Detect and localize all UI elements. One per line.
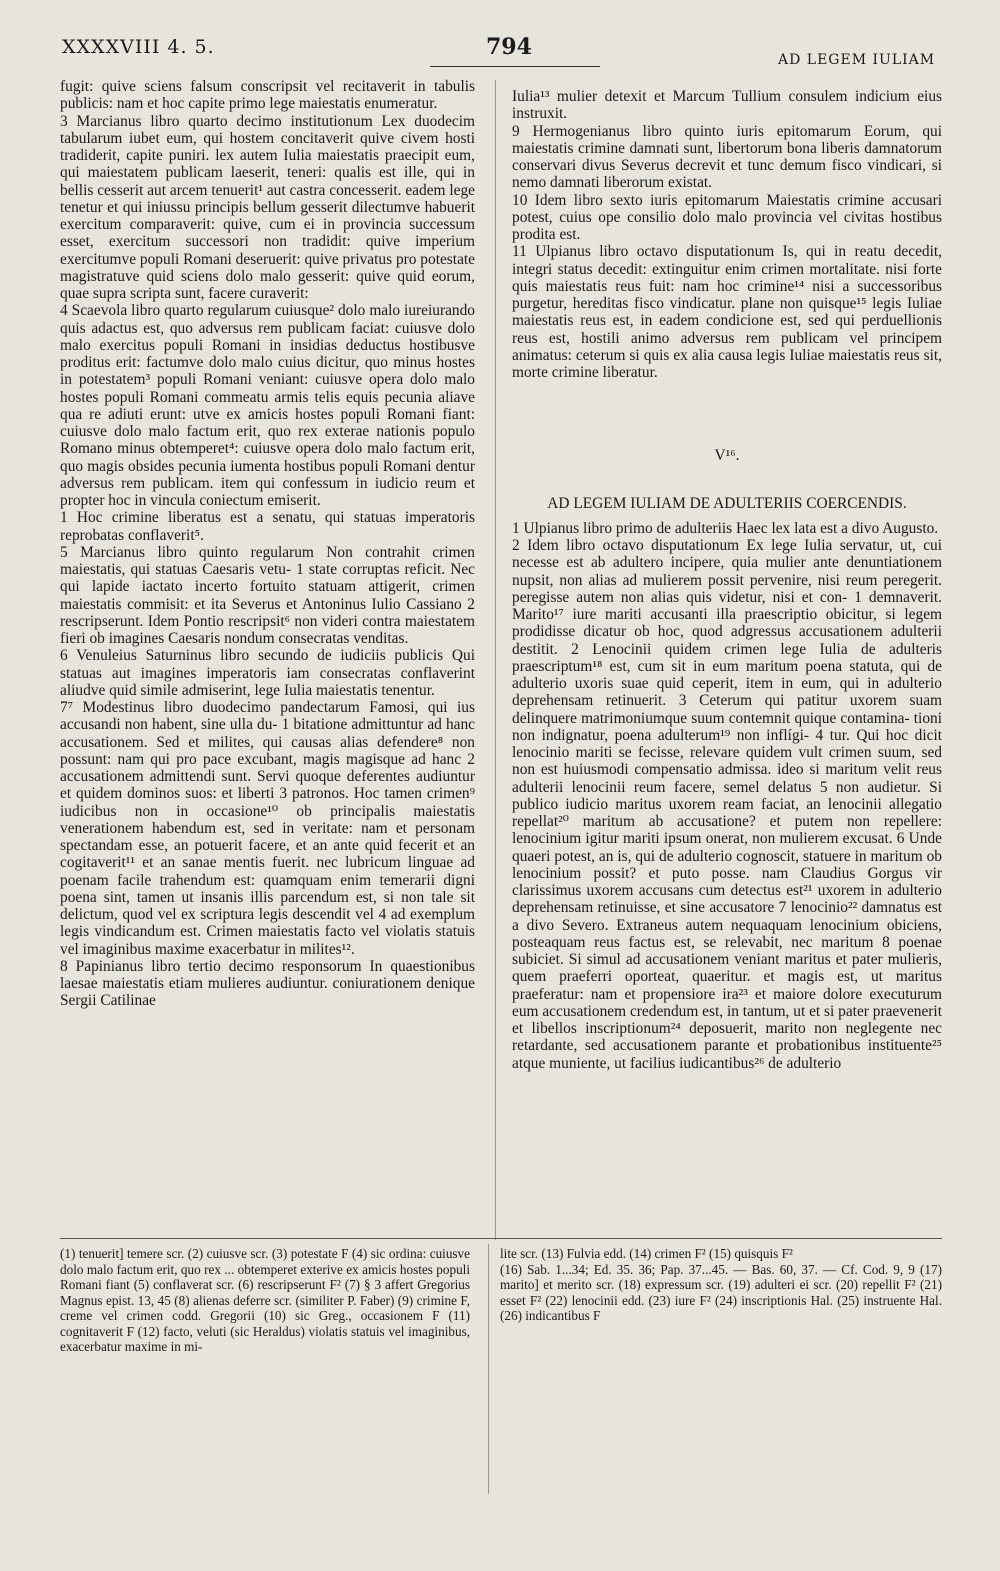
paragraph: Iulia¹³ mulier detexit et Marcum Tullium consulem indicium eius instruxit. [512, 88, 942, 123]
paragraph: fugit: quive sciens falsum conscripsit vel recitaverit in tabulis publicis: nam et hoc capite primo lege maiestatis enumeratur. [60, 78, 475, 113]
left-column [60, 78, 475, 1236]
paragraph: 4 Scaevola libro quarto regularum cuiusque² dolo malo iureiurando quis adactus est, quo adversus rem publicam faciat: cuiusve dolo malo exercitus populi Romani in insidias deductus hostibusve proditus erit: factumve dolo malo cuius dicitur, quo minus hostes in potestatem³ populi Romani veniant: cuiusve opera dolo malo hostes populi Romani commeatu armis telis equis pecunia aliave qua re adiuti erunt: utve ex amicis hostes populi Romani fiant: cuiusve dolo malo factum erit, quo rex exterae nationis populo Romano minus obtemperet⁴: cuiusve opera dolo malo factum erit, quo magis obsides pecunia iumenta hostibus populi Romani dentur adversus rem publicam. item qui confessum in iudicio reum et propter hoc in vincula coniectum emiserit. [60, 302, 475, 509]
running-head-right: AD LEGEM IULIAM [778, 52, 936, 68]
paragraph: 6 Venuleius Saturninus libro secundo de iudiciis publicis Qui statuas aut imagines imperatoris iam consecratas conflaverint aliudve quid simile admiserint, lege Iulia maiestatis tenentur. [60, 647, 475, 699]
paragraph: 9 Hermogenianus libro quinto iuris epitomarum Eorum, qui maiestatis crimine damnati sunt, libertorum bona liberis damnatorum conservari divus Severus decrevit et tunc demum fisco vindicari, si nemo damnati liberorum existat. [512, 122, 942, 192]
footnote-text: (1) tenuerit] temere scr. (2) cuiusve scr. (3) potestate F (4) sic ordina: cuiusve dolo malo factum erit, quo rex ... obtemperet exterive ex amicis hostes populi Romani fiant (5) conflaverat scr. (6) rescripserunt F² (7) § 3 affert Gregorius Magnus epist. 13, 45 (8) alienas deferre scr. (similiter P. Faber) (9) crimine F, creme vel crimen codd. Gregorii (10) sic Greg., occasionem F (11) cognitaverit F (12) facto, veluti (sic Heraldus) violatis statuis vel imaginibus, exacerbatur maxime in mi- [60, 1246, 470, 1355]
column-separator [495, 80, 496, 1240]
paragraph: 3 Marcianus libro quarto decimo institutionum Lex duodecim tabularum iubet eum, qui hostem concitaverit quive civem hosti tradiderit, capite puniri. lex autem Iulia maiestatis praecipit eum, qui maiestatem publicam laeserit, teneri: qualis est ille, qui in bellis cesserit aut arcem tenuerit¹ aut castra concesserit. eadem lege tenetur et qui iniussu principis bellum gesserit dilectumve habuerit exercitum comparaverit: quive, cum ei in provincia successum esset, exercitum successori non tradidit: quive imperium exercitumve populi Romani deseruerit: quive privatus pro potestate magistratuve quid sciens dolo malo gesserit: quive quid eorum, quae supra scripta sunt, facere curaverit: [60, 112, 475, 302]
paragraph: 11 Ulpianus libro octavo disputationum Is, qui in reatu decedit, integri status decedit: extinguitur enim crimen mortalitate. nisi forte quis maiestatis reus fuit: nam hoc crimine¹⁴ nisi a successoribus purgetur, hereditas fisco vindicatur. plane non quisque¹⁵ legis Iuliae maiestatis reus est, in eadem condicione est, sed qui perduellionis reus est, hostili animo adversus rem publicam vel principem animatus: ceterum si quis ex alia causa legis Iuliae maiestatis reus sit, morte crimine liberatur. [512, 243, 942, 381]
footnotes-right [500, 1246, 942, 1476]
paragraph: 1 Hoc crimine liberatus est a senatu, qui statuas imperatoris reprobatas conflaverit⁵. [60, 509, 475, 544]
footnote-separator [488, 1244, 489, 1494]
paragraph: 1 Ulpianus libro primo de adulteriis Haec lex lata est a divo Augusto. [512, 519, 939, 537]
footnote-text: (16) Sab. 1...34; Ed. 35. 36; Pap. 37...45. — Bas. 60, 37. — Cf. Cod. 9, 9 (17) marito] et merito scr. (18) expressum scr. (19) adulteri ei scr. (20) repellit F² (21) esset F² (22) lenocinii edd. (23) iure F² (24) inscriptionis Hal. (25) instruente Hal. (26) indicantibus F [500, 1261, 942, 1324]
footnotes-left [60, 1246, 470, 1494]
footnote-rule [60, 1238, 942, 1239]
paragraph: 5 Marcianus libro quinto regularum Non contrahit crimen maiestatis, qui statuas Caesaris vetu- 1 state corruptas reficit. Nec qui lapide iactato incerto fortuito statuam attigerit, crimen maiestatis commisit: et ita Severus et Antoninus Iulio Cassiano 2 rescripserunt. Idem Pontio rescripsit⁶ non videri contra maiestatem fieri ob imagines Caesaris nondum consecratas venditas. [60, 543, 475, 647]
running-head-left: XXXXVIII 4. 5. [62, 36, 215, 58]
footnote-text: lite scr. (13) Fulvia edd. (14) crimen F² (15) quisquis F² [500, 1246, 793, 1261]
paragraph: 10 Idem libro sexto iuris epitomarum Maiestatis crimine accusari potest, cuius ope consilio dolo malo provincia vel civitas hostibus prodita est. [512, 191, 942, 243]
section-number: V¹⁶. [714, 447, 740, 465]
right-column [512, 88, 942, 1248]
section-title: AD LEGEM IULIAM DE ADULTERIIS COERCENDIS. [547, 494, 907, 512]
paragraph: 7⁷ Modestinus libro duodecimo pandectarum Famosi, qui ius accusandi non habent, sine ulla du- 1 bitatione admittuntur ad hanc accusationem. Sed et milites, qui causas alias defendere⁸ non possunt: nam qui pro pace excubant, magis magisque ad hanc 2 accusationem admittendi sunt. Servi quoque deferentes audiuntur et quidem dominos suos: et liberti 3 patronos. Hoc tamen crimen⁹ iudicibus non in occasione¹⁰ ob principalis maiestatis venerationem habendum est, sed in veritate: nam et personam spectandam esse, an potuerit facere, et an ante quid fecerit et an cogitaverit¹¹ et an sanae mentis fuerit. nec lubricum linguae ad poenam facile trahendum est: quamquam enim temerarii digni poena sint, tamen ut insanis illis parcendum est, si non tale sit delictum, quod vel ex scriptura legis descendit vel 4 ad exemplum legis vindicandum est. Crimen maiestatis facto vel violatis statuis vel imaginibus maxime exacerbatur in milites¹². [60, 699, 475, 958]
header-rule [430, 66, 600, 67]
paragraph: 2 Idem libro octavo disputationum Ex lege Iulia servatur, ut, cui necesse est ab adultero incipere, quia mulier ante denuntiationem nupsit, non alias ad mulierem possit pervenire, nisi reum peregerit. peregisse autem non alias quis videtur, nisi et con- 1 demnaverit. Marito¹⁷ iure mariti accusanti illa praescriptio obicitur, si legem prodidisse dicatur ob hoc, quod adgressus accusationem adulterii destitit. 2 Lenocinii quidem crimen lege Iulia de adulteris praescriptum¹⁸ est, cum sit in eum maritum poena statuta, qui de adulterio uxoris suae quid ceperit, item in eum, qui in adulterio deprehensam retinuerit. 3 Ceterum qui patitur uxorem suam delinquere matrimoniumque suum contemnit quique contamina- tioni non indignatur, poena adulterum¹⁹ non inflígi- 4 tur. Qui hoc dicit lenocinio mariti se fecisse, relevare quidem vult crimen suum, sed non est huiusmodi compensatio admissa. ideo si maritum velit reus adulterii lenocinii reum facere, semel delatus 5 non audietur. Si publico iudicio maritus uxorem ream faciat, an lenocinii allegatio repellat²⁰ maritum ab accusatione? et putem non repellere: lenocinium igitur mariti ipsum onerat, non mulierem excusat. 6 Unde quaeri potest, an is, qui de adulterio cognoscit, statuere in maritum ob lenocinium possit? et puto posse. nam Claudius Gorgus vir clarissimus uxorem accusans cum detectus est²¹ uxorem in adulterio deprehensam retinuisse, et sine accusatore 7 lenocinio²² damnatus est a divo Severo. Extraneus autem nequaquam lenocinium obiciens, posteaquam reus factus est, se relevabit, nec maritum 8 poenae subiciet. Si simul ad accusationem veniant maritus et pater mulieris, quem praeferri oporteat, quaeritur. et magis est, ut maritus praeferatur: nam et propensiore ira²³ et maiore dolore executurum eum accusationem credendum est, in tantum, ut et si pater praevenerit et libellos inscriptionum²⁴ deposuerit, marito non neglegente nec retardante, sed accusationem parante et probationibus instituente²⁵ atque muniente, ut facilius iudicantibus²⁶ de adulterio [512, 537, 942, 1072]
page-number: 794 [486, 34, 532, 60]
paragraph: 8 Papinianus libro tertio decimo responsorum In quaestionibus laesae maiestatis etiam mulieres audiuntur. coniurationem denique Sergii Catilinae [60, 957, 475, 1010]
